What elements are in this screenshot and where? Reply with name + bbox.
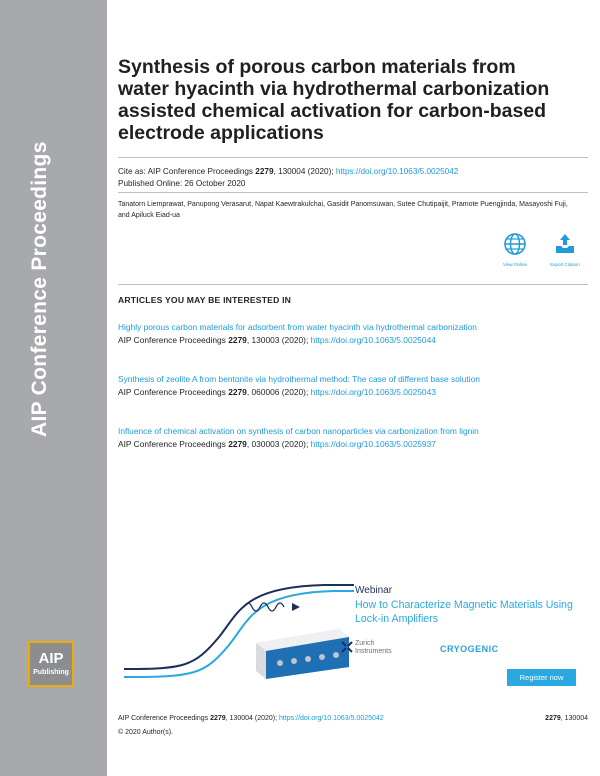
divider (118, 157, 588, 158)
footer-citation (118, 713, 588, 724)
zurich-instruments-logo-icon (341, 641, 353, 653)
author-list: Tanatorn Liemprawat, Panupong Verasarut, Napat Kaewtrakulchai, Gasidit Panomsuwan, Sutee Chutipaijit, Pramote Puengjinda, Masayoshi Fuji, and Apiluck Eiad-ua (118, 201, 568, 219)
related-volume: 2279 (228, 386, 247, 397)
related-articles-heading: ARTICLES YOU MAY BE INTERESTED IN (118, 295, 292, 305)
related-article (118, 321, 583, 346)
footer-journal: AIP Conference Proceedings (118, 715, 211, 722)
doi-link[interactable]: https://doi.org/10.1063/5.0025042 (335, 167, 459, 176)
globe-icon (503, 232, 527, 256)
export-icon (553, 232, 577, 256)
footer-page-id (545, 713, 588, 724)
footer-rest: , 130004 (2020); (225, 715, 279, 722)
divider (118, 192, 588, 193)
sidebar (0, 0, 107, 776)
related-rest: , 060006 (2020); (246, 386, 311, 397)
view-online-button[interactable] (495, 232, 535, 267)
cite-prefix: Cite as: AIP Conference Proceedings (118, 167, 256, 176)
related-volume: 2279 (228, 334, 247, 345)
zurich-line2: Instruments (355, 648, 392, 655)
related-volume: 2279 (228, 438, 247, 449)
aip-publishing-logo[interactable] (28, 641, 74, 687)
export-citation-label: Export Citation (550, 262, 580, 267)
related-article (118, 373, 583, 398)
footer-doi-link[interactable]: https://doi.org/10.1063/5.0025042 (279, 715, 384, 722)
zurich-instruments-logo (355, 640, 392, 656)
related-rest: , 130003 (2020); (246, 334, 311, 345)
related-doi-link[interactable]: https://doi.org/10.1063/5.0025044 (310, 334, 436, 345)
copyright: © 2020 Author(s). (118, 729, 173, 736)
register-now-button[interactable]: Register now (507, 669, 576, 686)
footer-volume: 2279 (210, 715, 226, 722)
related-article-title[interactable]: Highly porous carbon materials for adsorbent from water hyacinth via hydrothermal carbonization (118, 322, 477, 332)
cryogenic-logo: CRYOGENIC (440, 644, 499, 654)
footer-page-volume: 2279 (545, 715, 561, 722)
published-date: Published Online: 26 October 2020 (118, 179, 246, 188)
divider (118, 284, 588, 285)
logo-text-publishing: Publishing (33, 669, 69, 676)
related-doi-link[interactable]: https://doi.org/10.1063/5.0025937 (310, 438, 436, 449)
related-journal: AIP Conference Proceedings (118, 386, 229, 397)
related-journal: AIP Conference Proceedings (118, 438, 229, 449)
logo-text-aip: AIP (38, 650, 64, 667)
related-article-citation (118, 438, 583, 451)
export-citation-button[interactable] (545, 232, 585, 267)
cite-rest: , 130004 (2020); (273, 167, 336, 176)
related-doi-link[interactable]: https://doi.org/10.1063/5.0025043 (310, 386, 436, 397)
ad-illustration (124, 567, 354, 686)
footer-page-number: , 130004 (560, 715, 588, 722)
related-article-title[interactable]: Influence of chemical activation on synthesis of carbon nanoparticles via carbonization from lignin (118, 426, 479, 436)
related-article-citation (118, 334, 583, 347)
zurich-line1: Zurich (355, 640, 375, 647)
related-article (118, 425, 583, 450)
related-journal: AIP Conference Proceedings (118, 334, 229, 345)
ad-kicker: Webinar (355, 585, 393, 596)
citation-block (118, 166, 578, 190)
view-online-label: View Online (503, 262, 527, 267)
journal-name-vertical: AIP Conference Proceedings (28, 141, 51, 437)
paper-title: Synthesis of porous carbon materials from water hyacinth via hydrothermal carbonization assisted chemical activation for carbon-based electrode applications (118, 56, 550, 144)
ad-title: How to Characterize Magnetic Materials Using Lock-in Amplifiers (355, 599, 573, 625)
cite-volume: 2279 (255, 167, 274, 176)
related-article-title[interactable]: Synthesis of zeolite A from bentonite via hydrothermal method: The case of different base solution (118, 374, 480, 384)
related-article-citation (118, 386, 583, 399)
webinar-advertisement[interactable] (124, 567, 576, 686)
related-rest: , 030003 (2020); (246, 438, 311, 449)
